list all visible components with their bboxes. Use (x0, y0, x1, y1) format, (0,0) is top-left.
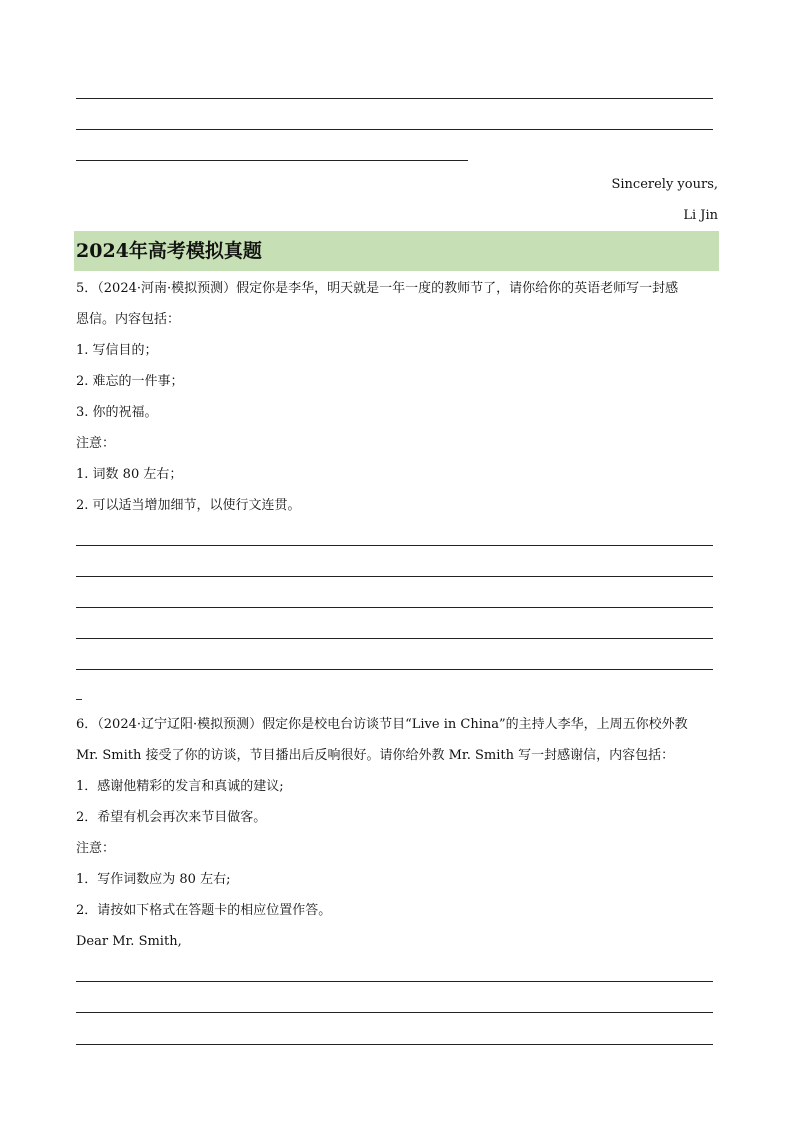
q5-note: 1. 词数 80 左右； (76, 467, 183, 482)
q6-note: 1．写作词数应为 80 左右; (76, 872, 231, 887)
q6-prompt-line2: Mr. Smith 接受了你的访谈，节目播出后反响很好。请你给外教 Mr. Smith 写一封感谢信，内容包括： (76, 748, 675, 763)
q5-note-label: 注意： (76, 436, 116, 451)
q5-item: 3. 你的祝福。 (76, 405, 158, 420)
answer-line (76, 98, 713, 99)
q6-prompt-line1: 6．（2024·辽宁辽阳·模拟预测）假定你是校电台访谈节目“Live in China”的主持人李华，上周五你校外教 (76, 717, 688, 732)
q6-item: 2．希望有机会再次来节目做客。 (76, 810, 267, 825)
answer-line (76, 607, 713, 608)
answer-line (76, 638, 713, 639)
answer-line-short (76, 160, 468, 161)
answer-line (76, 545, 713, 546)
letter-closing: Sincerely yours, (611, 177, 718, 192)
end-mark (76, 699, 82, 700)
answer-line (76, 576, 713, 577)
q5-item: 1. 写信目的； (76, 343, 158, 358)
q6-salutation: Dear Mr. Smith, (76, 934, 182, 949)
q5-prompt-line1: 5．（2024·河南·模拟预测）假定你是李华，明天就是一年一度的教师节了，请你给你的英语老师写一封感 (76, 281, 679, 296)
answer-line (76, 129, 713, 130)
letter-signature: Li Jin (683, 208, 718, 223)
section-heading: 2024年高考模拟真题 (74, 231, 719, 271)
q6-item: 1．感谢他精彩的发言和真诚的建议; (76, 779, 284, 794)
q5-prompt-line2: 恩信。内容包括： (76, 312, 181, 327)
q6-note: 2．请按如下格式在答题卡的相应位置作答。 (76, 903, 332, 918)
answer-line (76, 981, 713, 982)
answer-line (76, 1044, 713, 1045)
q5-note: 2. 可以适当增加细节，以使行文连贯。 (76, 498, 301, 513)
answer-line (76, 1012, 713, 1013)
answer-line (76, 669, 713, 670)
q6-note-label: 注意： (76, 841, 116, 856)
q5-item: 2. 难忘的一件事； (76, 374, 184, 389)
